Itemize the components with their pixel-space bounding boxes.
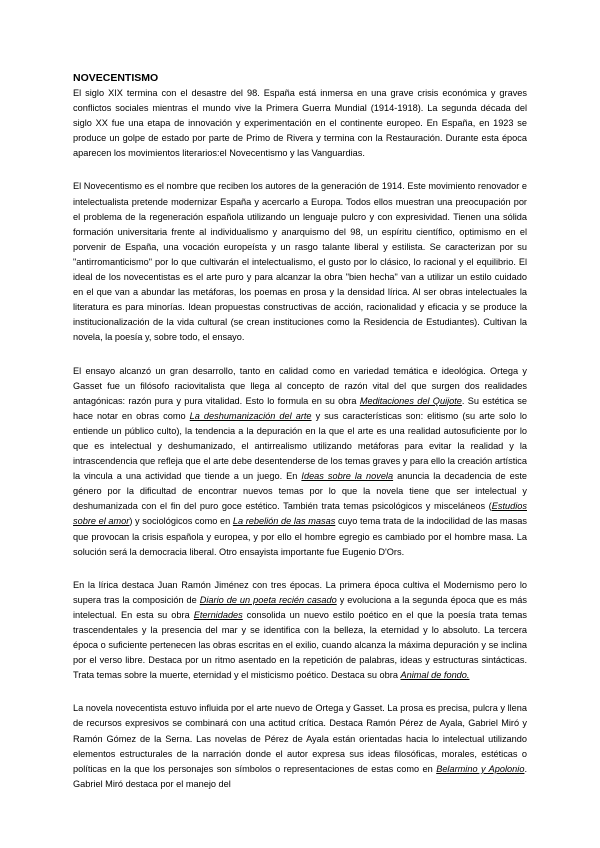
text-run: El siglo XIX termina con el desastre del 98. España está inmersa en una grave crisis económica y graves conflictos sociales mientras el mundo vive la Primera Guerra Mundial (1914-1918). La segunda década del siglo XX fue una etapa de innovación y experimentación en el continente europeo. En España, en 1923 se produce un golpe de estado por parte de Primo de Rivera y termina con la Restauración. Durante esta época aparecen los movimientos literarios:el Novecentismo y las Vanguardias. — [73, 88, 527, 159]
paragraph-novecentismo — [73, 179, 527, 345]
work-title: Eternidades — [193, 609, 243, 620]
work-title: Estudios sobre el amor — [73, 501, 527, 527]
text-run: cuyo tema trata de la indocilidad de las masas que provocan la crisis española y europea, y por ello el hombre egregio es cambiado por el hombre masa. La solución será la democracia liberal. Otro ensayista importante fue Eugenio D'Ors. — [73, 516, 527, 557]
text-run: anuncia la decadencia de este género por la dificultad de encontrar nuevos temas por lo que la novela tiene que ser intelectual y deshumanizada con el fin del puro goce estético. También trata temas psicológicos y misceláneos ( — [73, 471, 528, 512]
text-run: En la lírica destaca Juan Ramón Jiménez con tres épocas. La primera época cultiva el Modernismo pero lo supera tras la composición de — [73, 579, 527, 605]
paragraph-novela — [73, 701, 527, 792]
text-run: La novela novecentista estuvo influida por el arte nuevo de Ortega y Gasset. La prosa es precisa, pulcra y llena de recursos expresivos se combinará con una actitud crítica. Destaca Ramón Pérez de Ayala, Gabriel Miró y Ramón Gómez de la Serna. Las novelas de Pérez de Ayala están orientadas hacia lo intelectual utilizando elementos estructurales de la narración donde el autor expresa sus ideas filosóficas, morales, estéticas o políticas en la que los personajes son símbolos o representaciones de estas como en — [73, 703, 527, 774]
text-run: y evoluciona a la segunda época que es más intelectual. En esta su obra — [73, 594, 528, 620]
text-run: consolida un nuevo estilo poético en el que la poesía trata temas trascendentales y la presencia del mar y se identifica con la belleza, la eternidad y lo absoluto. La tercera época o suficiente pertenecen las obras escritas en el exilio, cuando alcanza la máxima depuración y se inclina por el verso libre. Destaca por un ritmo asentado en la repetición de palabras, ideas y estructuras sintácticas. Trata temas sobre la muerte, eternidad y el misticismo poético. Destaca su obra — [73, 609, 527, 681]
work-title: La deshumanización del arte — [189, 410, 312, 421]
work-title: Animal de fondo. — [400, 670, 470, 681]
text-run: . Gabriel Miró destaca por el manejo del — [73, 763, 527, 789]
text-run: y sus características son: elitismo (su arte solo lo entiende un público culto), la tendencia a la depuración en la que el arte es una realidad autosuficiente por lo que es intelectual y deshumanizado, el antirrealismo utilizando metáforas para evitar la realidad y la intrascendencia que refleja que el arte debe desentenderse de los temas graves y para ello la creación artística la vincula a una actividad que tiende a un juego. En — [73, 410, 527, 482]
text-run: ) y sociológicos como en — [129, 516, 233, 527]
paragraph-context — [73, 86, 527, 161]
work-title: La rebelión de las masas — [232, 516, 336, 527]
work-title: Ideas sobre la novela — [301, 471, 394, 482]
paragraph-lirica — [73, 578, 527, 684]
work-title: Belarmino y Apolonio — [436, 763, 525, 774]
text-run: . Su estética se hace notar en obras como — [73, 395, 527, 421]
text-run: El ensayo alcanzó un gran desarrollo, tanto en calidad como en variedad temática e ideológica. Ortega y Gasset fue un filósofo raciovitalista que llega al concepto de razón vital del que surgen dos realidades antagónicas: razón pura y pura vitalidad. Esto lo formula en su obra — [73, 365, 527, 406]
document-title: NOVECENTISMO — [73, 72, 159, 84]
work-title: Diario de un poeta recién casado — [199, 594, 337, 605]
text-run: El Novecentismo es el nombre que reciben los autores de la generación de 1914. Este movimiento renovador e intelectualista pretende modernizar España y acercarlo a Europa. Todos ellos muestran una preocupación por el problema de la regeneración española utilizando un lenguaje pulcro y con expresividad. Tienen una sólida formación universitaria frente al individualismo y anarquismo del 98, un espíritu científico, optimismo en el porvenir de España, una vocación europeísta y un rasgo talante liberal y estilista. Se caracterizan por su "antirromanticismo" por lo que cultivarán el intelectualismo, el gusto por lo clásico, lo racional y el equilibrio. El ideal de los novecentistas es el arte puro y para alcanzar la obra "bien hecha" van a utilizar un estilo cuidado en el que van a abundar las metáforas, los poemas en prosa y la densidad lírica. Al ser obras intelectuales la literatura es para minorías. Idean propuestas constructivas de acción, racionalidad y eficacia y se produce la institucionalización de la vida cultural (se crean instituciones como la Residencia de Estudiantes). Cultivan la novela, la poesía y, sobre todo, el ensayo. — [73, 181, 527, 343]
paragraph-ensayo — [73, 364, 527, 560]
work-title: Meditaciones del Quijote — [359, 395, 462, 406]
